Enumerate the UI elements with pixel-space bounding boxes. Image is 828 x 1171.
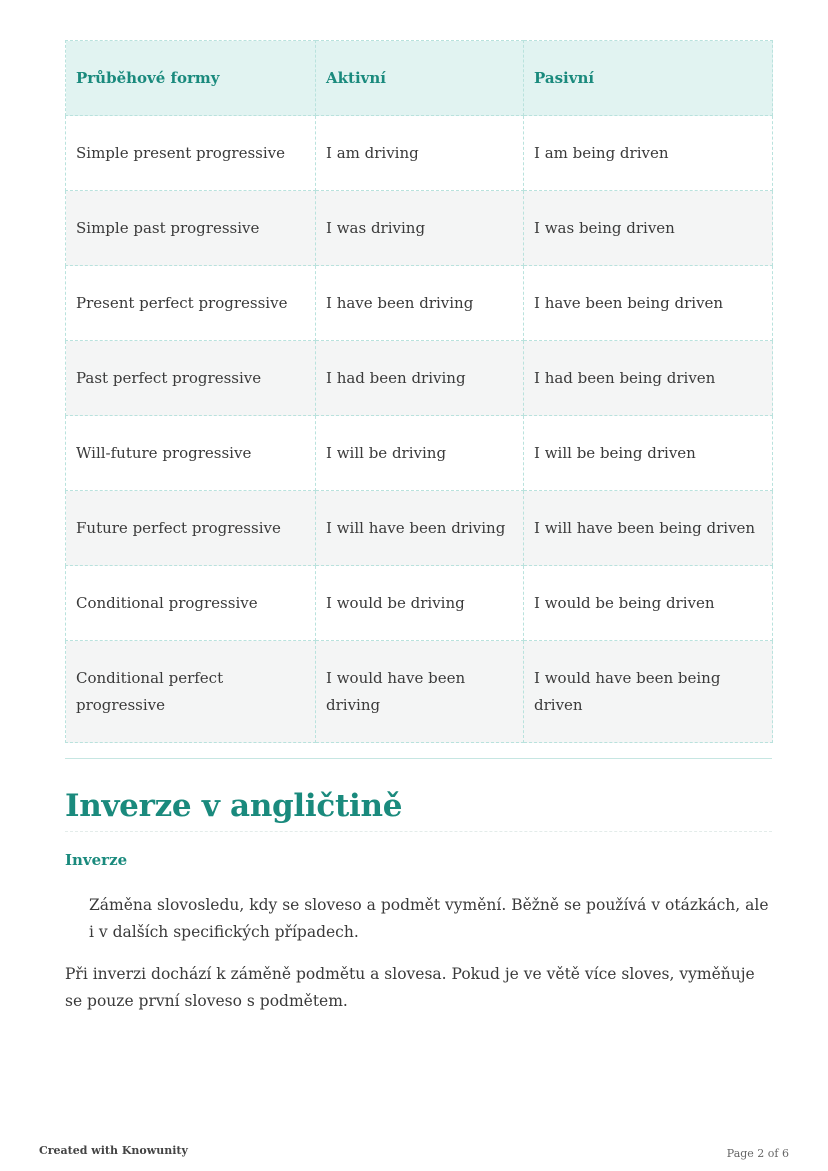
body-paragraph: Při inverzi dochází k záměně podmětu a slovesa. Pokud je ve větě více sloves, vyměňuje se pouze první sloveso s podmětem. — [65, 965, 755, 1010]
table-row — [66, 266, 773, 341]
table-cell: I have been driving — [316, 266, 524, 341]
table-cell: I had been being driven — [524, 341, 773, 416]
definition-quote: Záměna slovosledu, kdy se sloveso a podmět vymění. Běžně se používá v otázkách, ale i v dalších specifických případech. — [89, 896, 769, 941]
table-header-cell: Aktivní — [316, 41, 524, 116]
table-cell: I was being driven — [524, 191, 773, 266]
table-cell: Simple present progressive — [66, 116, 316, 191]
table-row — [66, 341, 773, 416]
table-cell: I will be being driven — [524, 416, 773, 491]
table-cell: I will have been driving — [316, 491, 524, 566]
table-cell: I would be being driven — [524, 566, 773, 641]
table-cell: I would have been driving — [316, 641, 524, 743]
table-cell: Will-future progressive — [66, 416, 316, 491]
section-subtitle: Inverze — [65, 851, 128, 869]
table-cell: Past perfect progressive — [66, 341, 316, 416]
section-divider — [65, 758, 772, 759]
table-cell: Future perfect progressive — [66, 491, 316, 566]
table-cell: I had been driving — [316, 341, 524, 416]
table-header-row — [66, 41, 773, 116]
title-underline — [65, 831, 772, 832]
table-cell: I have been being driven — [524, 266, 773, 341]
page-number: Page 2 of 6 — [726, 1147, 789, 1160]
table-header-cell: Pasivní — [524, 41, 773, 116]
table-cell: Conditional perfect progressive — [66, 641, 316, 743]
table-cell: I would have been being driven — [524, 641, 773, 743]
table-cell: I was driving — [316, 191, 524, 266]
table-cell: Simple past progressive — [66, 191, 316, 266]
table-cell: I am driving — [316, 116, 524, 191]
table-row — [66, 641, 773, 743]
footer-credit: Created with Knowunity — [39, 1144, 188, 1157]
table-cell: Conditional progressive — [66, 566, 316, 641]
table-row — [66, 491, 773, 566]
table-cell: I would be driving — [316, 566, 524, 641]
table-row — [66, 416, 773, 491]
table-cell: I will have been being driven — [524, 491, 773, 566]
table-cell: Present perfect progressive — [66, 266, 316, 341]
table-row — [66, 191, 773, 266]
table-row — [66, 116, 773, 191]
table-row — [66, 566, 773, 641]
section-title: Inverze v angličtině — [65, 788, 403, 824]
table-header-cell: Průběhové formy — [66, 41, 316, 116]
table-cell: I am being driven — [524, 116, 773, 191]
progressive-forms-table — [65, 40, 773, 743]
table-cell: I will be driving — [316, 416, 524, 491]
